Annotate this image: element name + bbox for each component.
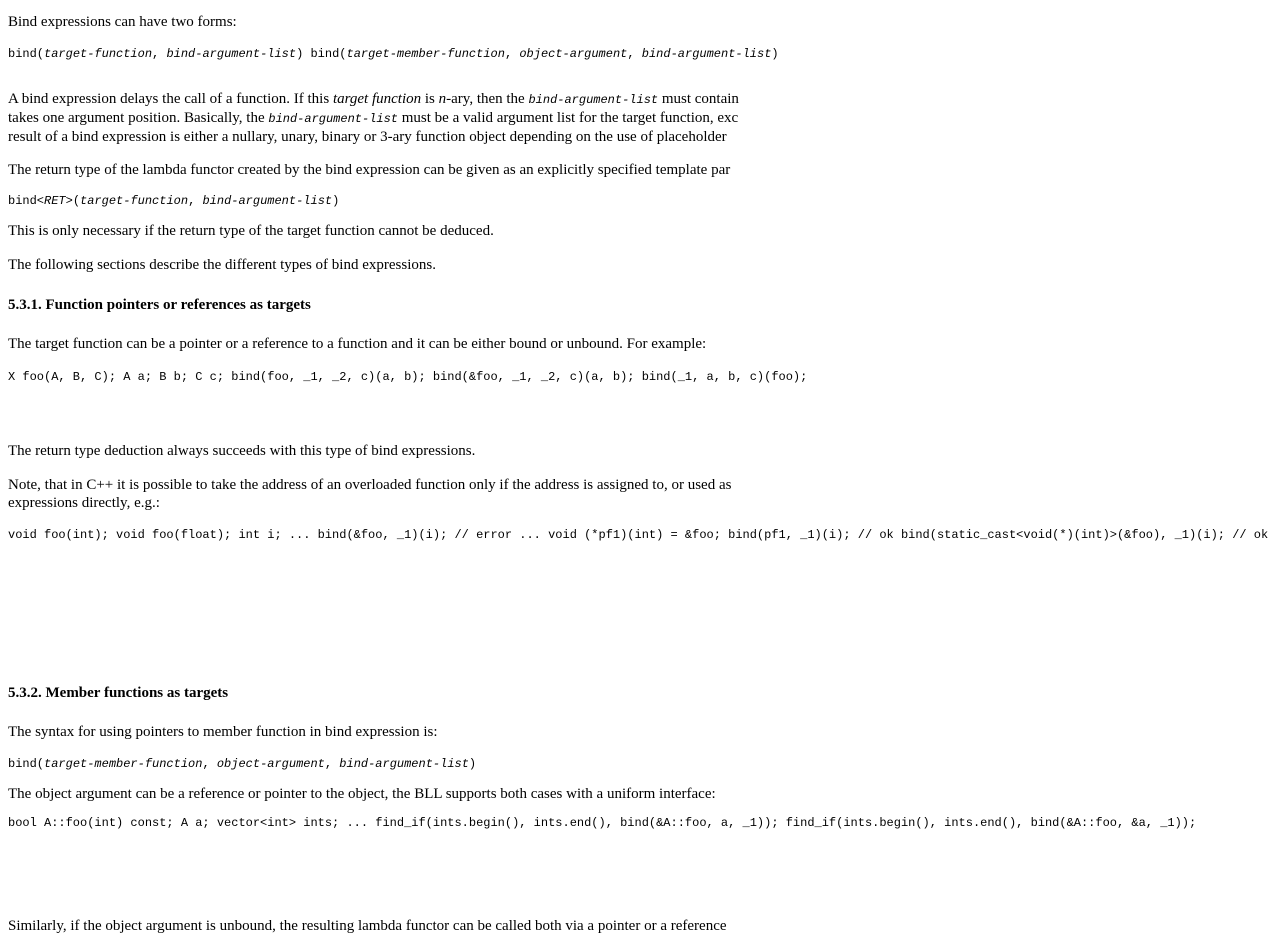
bind-forms-code	[8, 47, 779, 62]
object-argument-paragraph: The object argument can be a reference or pointer to the object, the BLL supports both cases with a uniform interface:	[8, 786, 716, 802]
overload-note-paragraph: Note, that in C++ it is possible to take the address of an overloaded function only if the address is assigned to, or used as expressions directly, e.g.:	[8, 477, 732, 511]
code-example-2: void foo(int); void foo(float); int i; ... bind(&foo, _1)(i); // error ... void (*pf1)(int) = &foo; bind(pf1, _1)(i); // ok bind(static_cast<void(*)(int)>(&foo), _1)(i); // ok	[8, 528, 1268, 542]
deduced-paragraph: This is only necessary if the return type of the target function cannot be deduced.	[8, 223, 494, 239]
section-heading-5-3-2: 5.3.2. Member functions as targets	[8, 685, 229, 701]
return-type-paragraph: The return type of the lambda functor created by the bind expression can be given as an explicitly specified template par	[8, 162, 731, 178]
member-form-code: bind(target-member-function, object-argument, bind-argument-list)	[8, 757, 477, 771]
deduction-paragraph: The return type deduction always succeeds with this type of bind expressions.	[8, 443, 476, 459]
section-heading-5-3-1: 5.3.1. Function pointers or references as targets	[8, 297, 311, 313]
form-1: bind(target-function, bind-argument-list)	[8, 47, 304, 61]
code-example-1: X foo(A, B, C); A a; B b; C c; bind(foo, _1, _2, c)(a, b); bind(&foo, _1, _2, c)(a, b); bind(_1, a, b, c)(foo);	[8, 370, 808, 384]
form-2: bind(target-member-function, object-argument, bind-argument-list)	[310, 47, 779, 61]
unbound-object-paragraph: Similarly, if the object argument is unbound, the resulting lambda functor can be called both via a pointer or a reference	[8, 918, 727, 934]
delay-paragraph: A bind expression delays the call of a function. If this target function is n-ary, then the bind-argument-list must contain takes one argument position. Basically, the bind-argument-list must be a valid argument list for the target function, exc result of a bind expression is either a nullary, unary, binary or 3-ary function object depending on the use of placeholder	[8, 91, 739, 145]
target-function-paragraph: The target function can be a pointer or a reference to a function and it can be either bound or unbound. For example:	[8, 336, 707, 352]
code-example-3: bool A::foo(int) const; A a; vector<int> ints; ... find_if(ints.begin(), ints.end(), bind(&A::foo, a, _1)); find_if(ints.begin(), ints.end(), bind(&A::foo, &a, _1));	[8, 816, 1197, 830]
intro-text: Bind expressions can have two forms:	[8, 14, 237, 30]
sections-paragraph: The following sections describe the different types of bind expressions.	[8, 257, 436, 273]
member-syntax-paragraph: The syntax for using pointers to member function in bind expression is:	[8, 724, 438, 740]
ret-form-code: bind<RET>(target-function, bind-argument-list)	[8, 194, 340, 208]
